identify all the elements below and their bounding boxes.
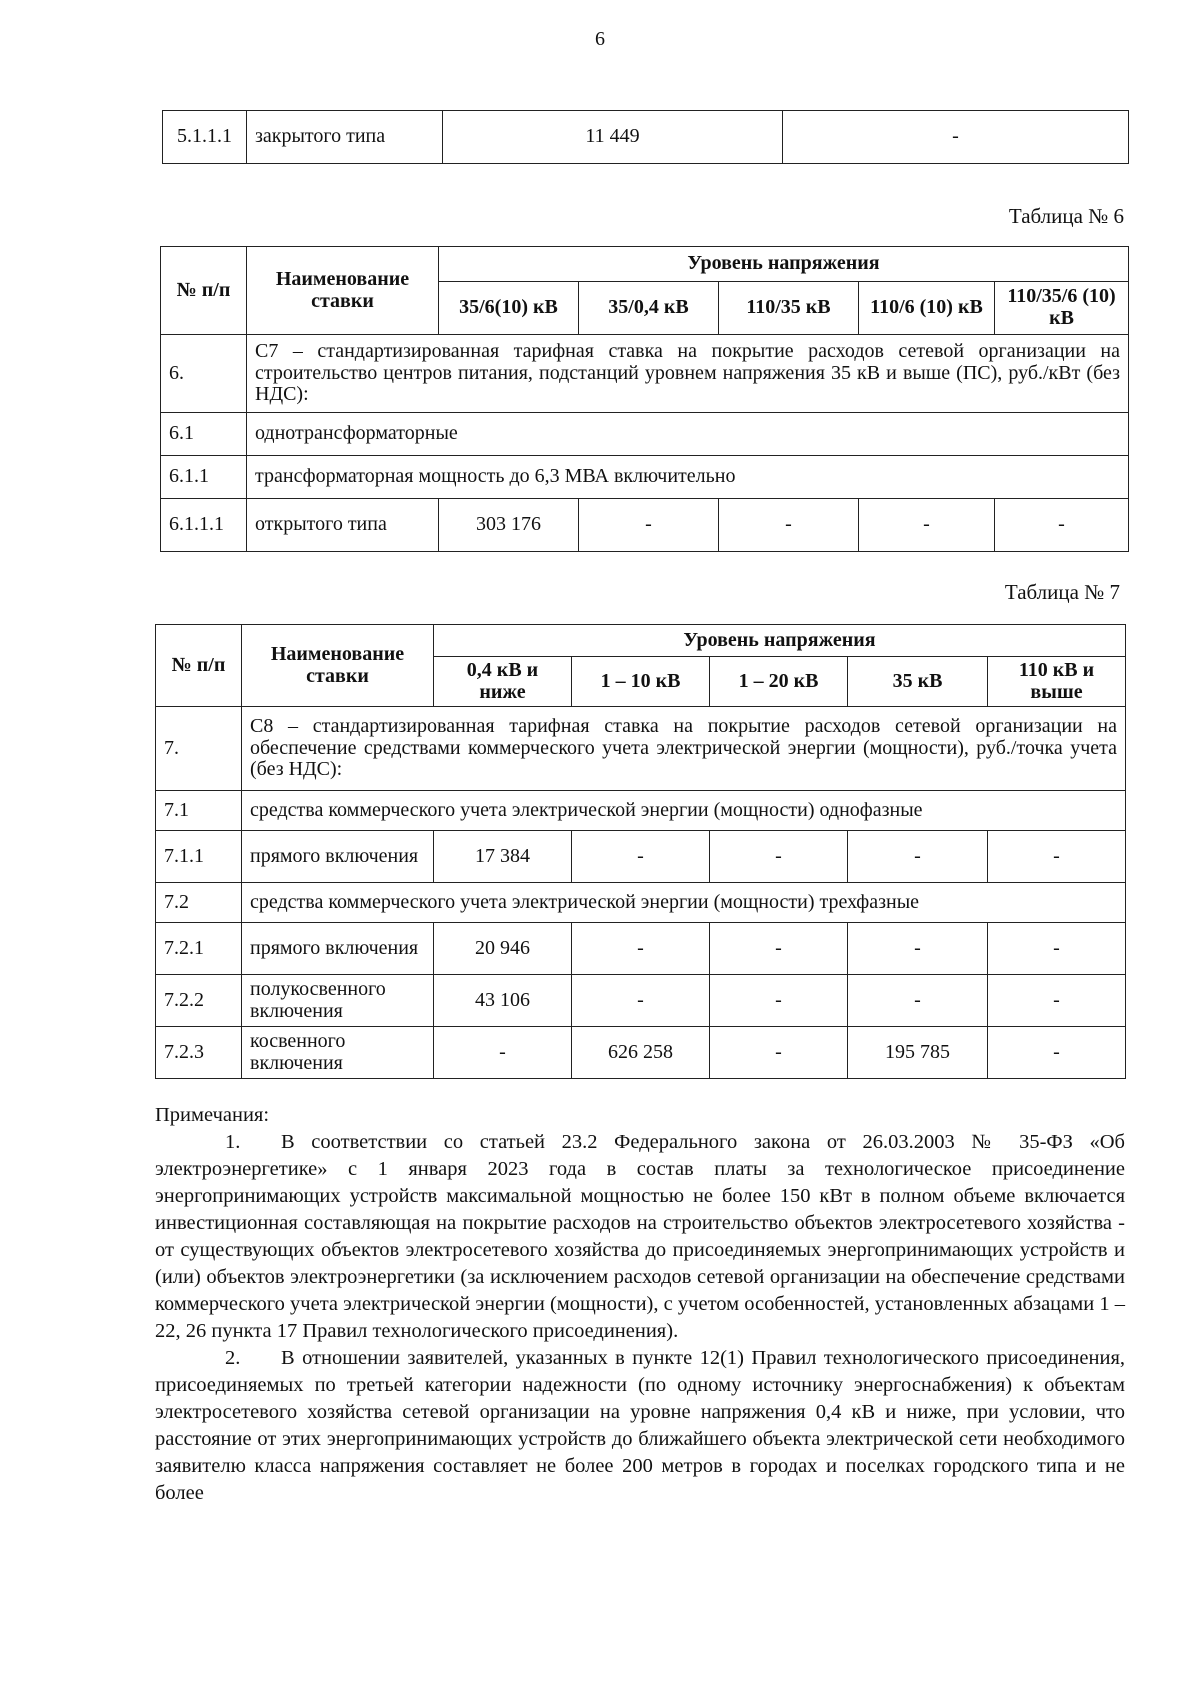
- row-number: 7.1: [156, 791, 242, 831]
- header-number: № п/п: [161, 247, 247, 335]
- header-level: 0,4 кВ и ниже: [434, 657, 572, 707]
- row-number: 6.1: [161, 412, 247, 455]
- row-value: 626 258: [572, 1027, 710, 1079]
- table-top: [162, 110, 1129, 164]
- table-row: [161, 455, 1129, 498]
- row-value: -: [988, 923, 1126, 975]
- header-level: 1 – 20 кВ: [710, 657, 848, 707]
- notes-section: [155, 1102, 1125, 1507]
- row-number: 7.1.1: [156, 831, 242, 883]
- row-value: -: [572, 975, 710, 1027]
- row-value: -: [434, 1027, 572, 1079]
- header-level: 110/6 (10) кВ: [859, 281, 995, 334]
- header-number: № п/п: [156, 625, 242, 707]
- row-value: -: [572, 923, 710, 975]
- row-value: -: [859, 498, 995, 551]
- row-name: прямого включения: [242, 923, 434, 975]
- row-value: -: [848, 975, 988, 1027]
- note-item: [155, 1345, 1125, 1507]
- note-item: [155, 1129, 1125, 1345]
- row-value: -: [988, 975, 1126, 1027]
- subsection-text: средства коммерческого учета электрической энергии (мощности) однофазные: [242, 791, 1126, 831]
- row-name: открытого типа: [247, 498, 439, 551]
- table-row: [156, 883, 1126, 923]
- row-number: 7.2.2: [156, 975, 242, 1027]
- row-number: 7.2.1: [156, 923, 242, 975]
- header-level: 110/35 кВ: [719, 281, 859, 334]
- header-name: Наименование ставки: [242, 625, 434, 707]
- header-voltage-level: Уровень напряжения: [439, 247, 1129, 282]
- table7-caption: Таблица № 7: [1004, 580, 1120, 604]
- table-row: [156, 791, 1126, 831]
- header-level: 35/6(10) кВ: [439, 281, 579, 334]
- table-row: [156, 1027, 1126, 1079]
- table-row: [161, 412, 1129, 455]
- notes-heading: Примечания:: [155, 1104, 270, 1126]
- header-level: 1 – 10 кВ: [572, 657, 710, 707]
- row-value: 17 384: [434, 831, 572, 883]
- table-row: [161, 498, 1129, 551]
- section-text: С7 – стандартизированная тарифная ставка на покрытие расходов сетевой организации на строительство центров питания, подстанций уровнем напряжения 35 кВ и выше (ПС), руб./кВт (без НДС):: [247, 335, 1129, 413]
- row-name: прямого включения: [242, 831, 434, 883]
- row-value: 20 946: [434, 923, 572, 975]
- subsection-text: средства коммерческого учета электрической энергии (мощности) трехфазные: [242, 883, 1126, 923]
- row-value: -: [719, 498, 859, 551]
- row-value: -: [995, 498, 1129, 551]
- row-value: 11 449: [443, 111, 783, 164]
- row-name: полукосвенного включения: [242, 975, 434, 1027]
- header-level: 110 кВ и выше: [988, 657, 1126, 707]
- header-name: Наименование ставки: [247, 247, 439, 335]
- row-value: -: [572, 831, 710, 883]
- table-7: [155, 624, 1126, 1079]
- table-row: [156, 707, 1126, 791]
- row-value: 43 106: [434, 975, 572, 1027]
- table-row: [163, 111, 1129, 164]
- row-value: -: [848, 923, 988, 975]
- row-value: -: [988, 831, 1126, 883]
- row-value: 303 176: [439, 498, 579, 551]
- row-value: -: [579, 498, 719, 551]
- note-number: 2.: [225, 1347, 241, 1369]
- row-number: 6.1.1.1: [161, 498, 247, 551]
- note-number: 1.: [225, 1131, 241, 1153]
- row-value: -: [710, 975, 848, 1027]
- row-value: -: [710, 923, 848, 975]
- row-value: -: [710, 1027, 848, 1079]
- note-text: В соответствии со статьей 23.2 Федерального закона от 26.03.2003 № 35-ФЗ «Об электроэнергетике» с 1 января 2023 года в состав платы за технологическое присоединение энергопринимающих устройств максимальной мощностью не более 150 кВт в полном объеме включается инвестиционная составляющая на покрытие расходов на строительство объектов электросетевого хозяйства - от существующих объектов электросетевого хозяйства до присоединяемых энергопринимающих устройств и (или) объектов электроэнергетики (за исключением расходов сетевой организации на обеспечение средствами коммерческого учета электрической энергии (мощности), с учетом особенностей, установленных абзацами 1 – 22, 26 пункта 17 Правил технологического присоединения).: [155, 1131, 1125, 1342]
- row-value: -: [988, 1027, 1126, 1079]
- row-name: косвенного включения: [242, 1027, 434, 1079]
- subsection-text: однотрансформаторные: [247, 412, 1129, 455]
- header-level: 35 кВ: [848, 657, 988, 707]
- header-voltage-level: Уровень напряжения: [434, 625, 1126, 657]
- table-6: [160, 246, 1129, 552]
- row-number: 5.1.1.1: [163, 111, 247, 164]
- row-number: 6.: [161, 335, 247, 413]
- row-value: -: [848, 831, 988, 883]
- header-level: 35/0,4 кВ: [579, 281, 719, 334]
- section-text: С8 – стандартизированная тарифная ставка на покрытие расходов сетевой организации на обеспечение средствами коммерческого учета электрической энергии (мощности), руб./точка учета (без НДС):: [242, 707, 1126, 791]
- note-text: В отношении заявителей, указанных в пункте 12(1) Правил технологического присоединения, присоединяемых по третьей категории надежности (по одному источнику энергоснабжения) к объектам электросетевого хозяйства сетевой организации на уровне напряжения 0,4 кВ и ниже, при условии, что расстояние от этих энергопринимающих устройств до ближайшего объекта электрической сети необходимого заявителю класса напряжения составляет не более 200 метров в городах и поселках городского типа и не более: [155, 1347, 1125, 1504]
- page-number: 6: [595, 28, 605, 50]
- table-row: [156, 831, 1126, 883]
- table-row: [156, 975, 1126, 1027]
- row-value: -: [710, 831, 848, 883]
- table-row: [156, 923, 1126, 975]
- row-number: 7.2.3: [156, 1027, 242, 1079]
- row-number: 7.2: [156, 883, 242, 923]
- row-value: 195 785: [848, 1027, 988, 1079]
- row-name: закрытого типа: [247, 111, 443, 164]
- row-number: 6.1.1: [161, 455, 247, 498]
- table6-caption: Таблица № 6: [1008, 204, 1124, 228]
- table-row: [161, 335, 1129, 413]
- row-value: -: [783, 111, 1129, 164]
- row-number: 7.: [156, 707, 242, 791]
- subsection-text: трансформаторная мощность до 6,3 МВА включительно: [247, 455, 1129, 498]
- header-level: 110/35/6 (10) кВ: [995, 281, 1129, 334]
